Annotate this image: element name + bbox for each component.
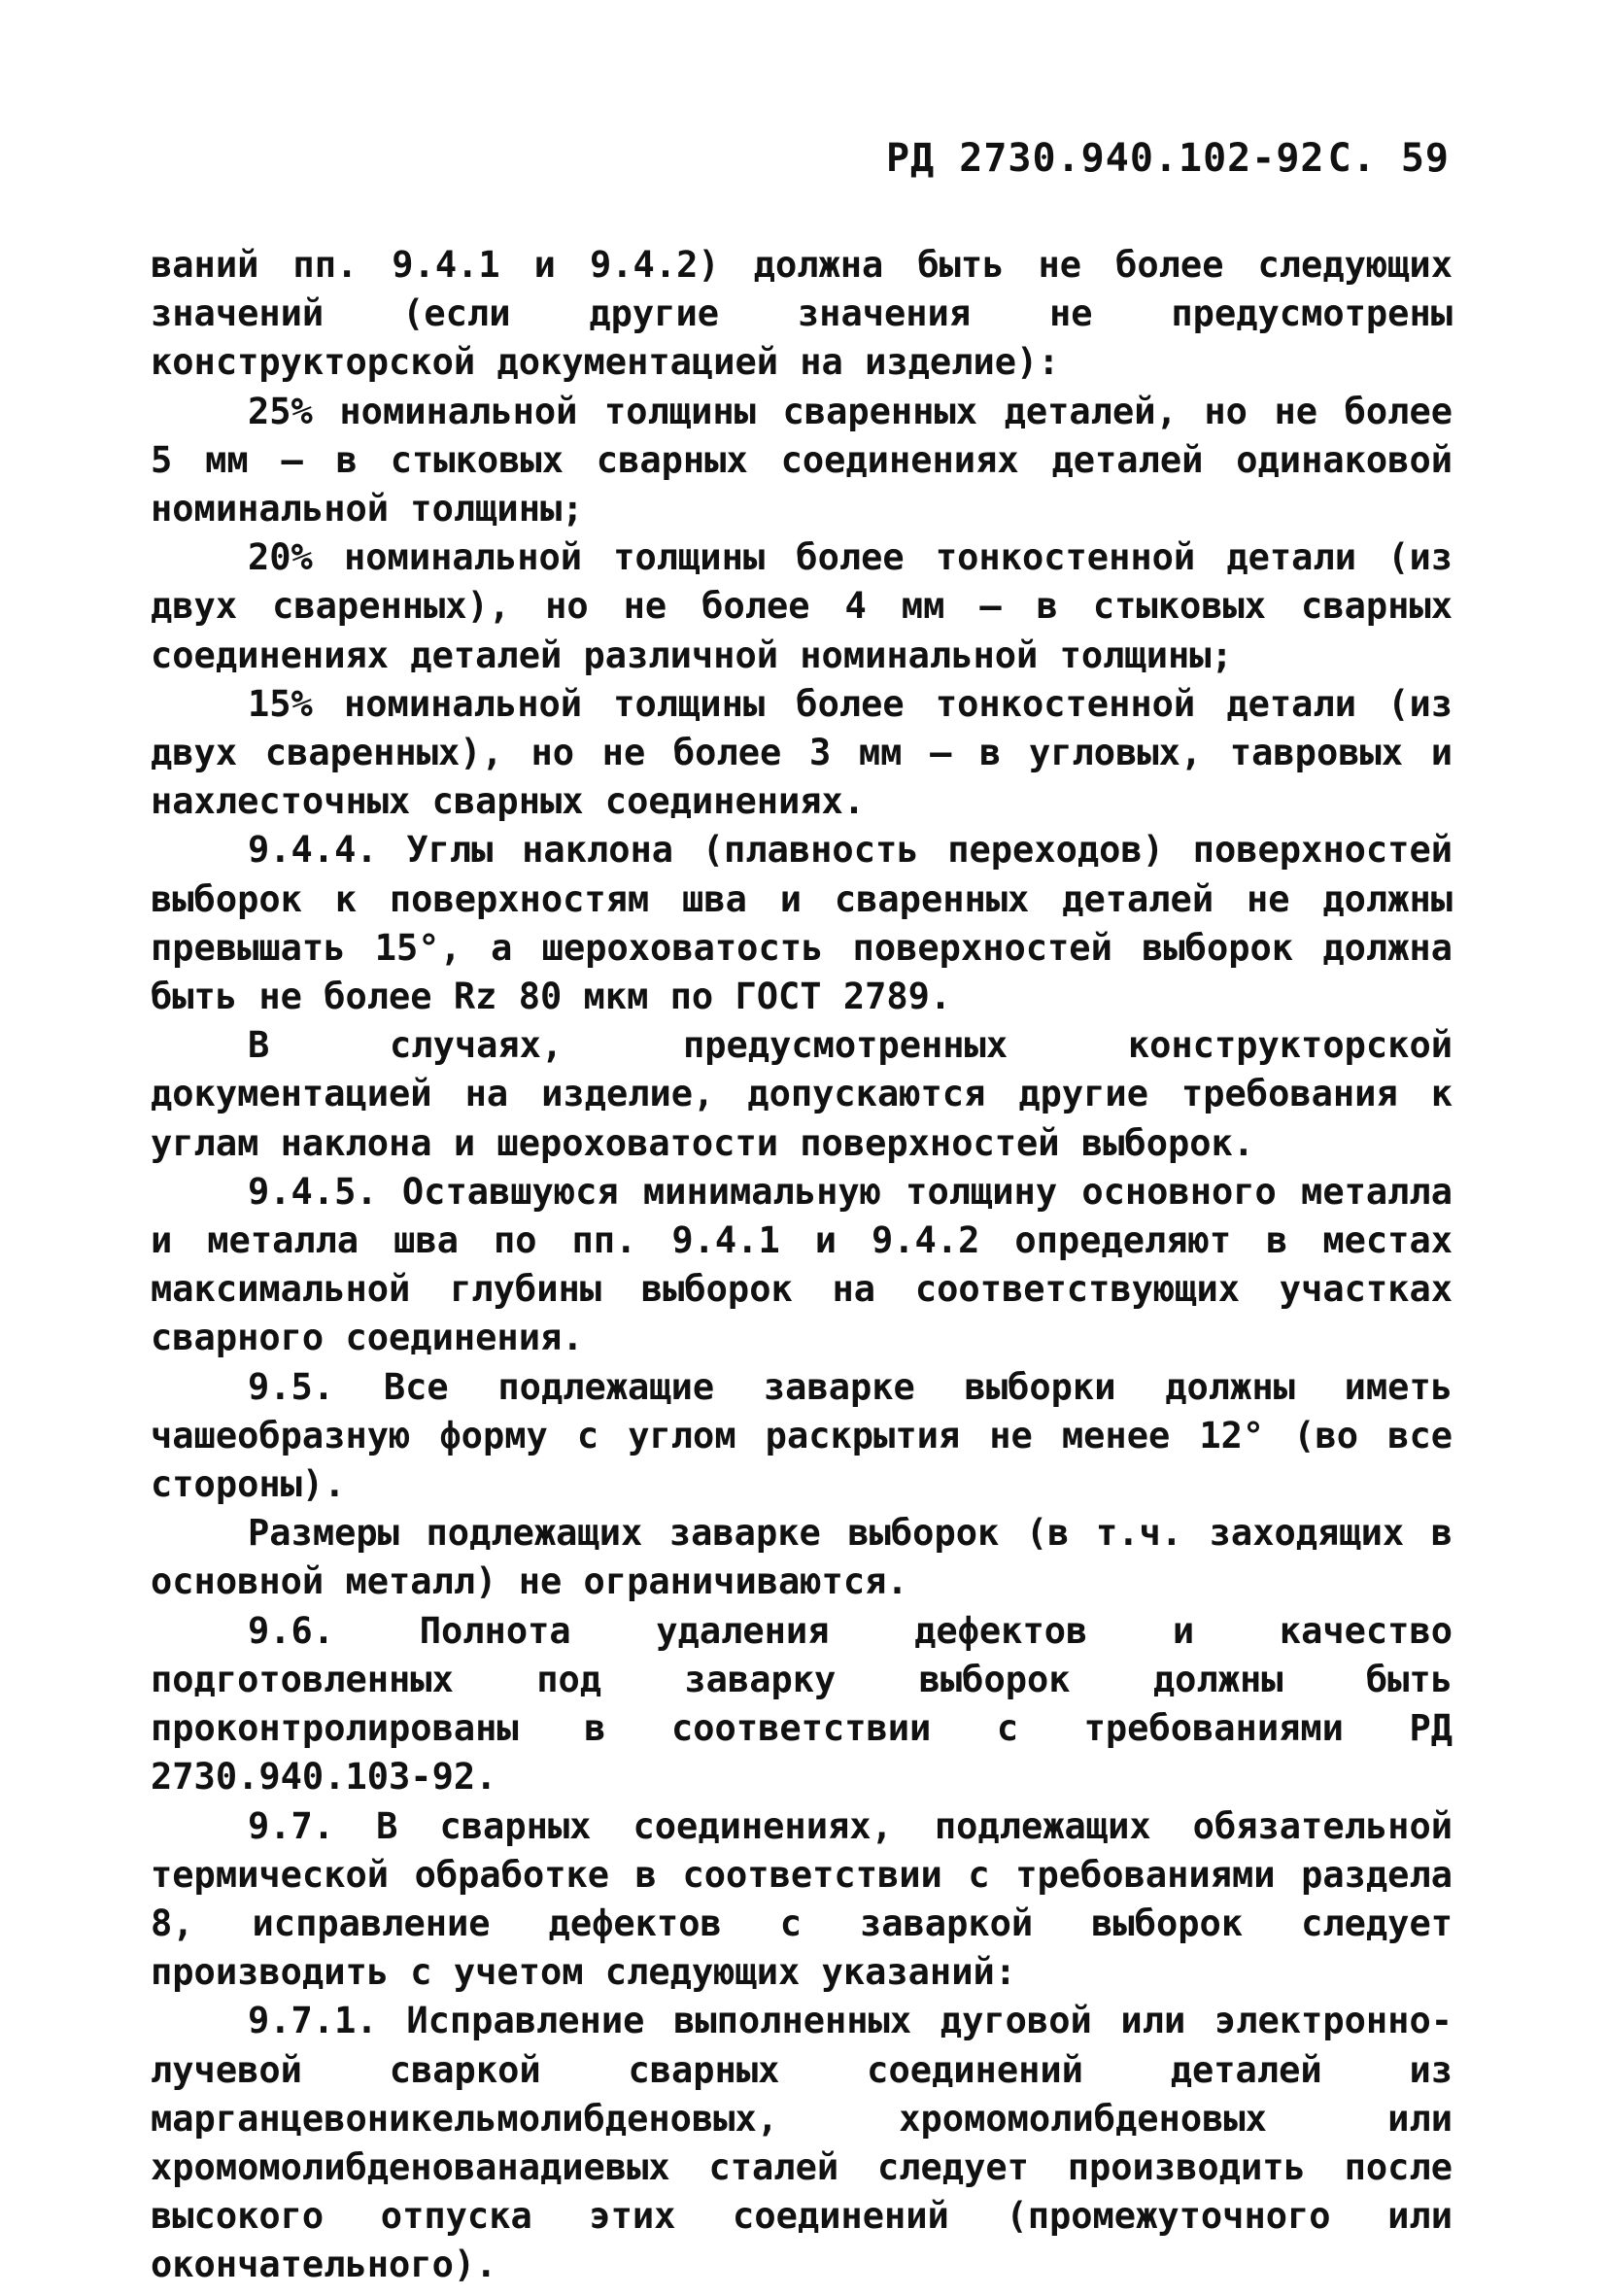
paragraph: 9.6. Полнота удаления дефектов и качество подготовленных под заварку выборок должны быть проконтролированы в соответствии с требованиями РД 2730.940.103-92. — [151, 1609, 1453, 1799]
paragraph: 9.7.1. Исправление выполненных дуговой или электронно-лучевой сваркой сварных соединений деталей из марганцевоникельмолибденовых, хромомолибденовых или хромомолибденованадиевых сталей следует производить после высокого отпуска этих соединений (промежуточного или окончательного). — [151, 2000, 1453, 2286]
paragraph: ваний пп. 9.4.1 и 9.4.2) должна быть не более следующих значений (если другие значения не предусмотрены конструкторской документацией на изделие): — [151, 244, 1453, 384]
paragraph: 9.4.4. Углы наклона (плавность переходов) поверхностей выборок к поверхностям шва и сваренных деталей не должны превышать 15°, а шероховатость поверхностей выборок должна быть не более Rz 80 мкм по ГОСТ 2789. — [151, 829, 1453, 1018]
paragraph: Размеры подлежащих заварке выборок (в т.ч. заходящих в основной металл) не ограничиваются. — [151, 1512, 1453, 1603]
paragraph: 25% номинальной толщины сваренных деталей, но не более 5 мм – в стыковых сварных соединениях деталей одинаковой номинальной толщины; — [151, 390, 1453, 531]
page-header — [886, 136, 1450, 194]
paragraph: 9.5. Все подлежащие заварке выборки должны иметь чашеобразную форму с углом раскрытия не менее 12° (во все стороны). — [151, 1365, 1453, 1506]
paragraph: 9.4.5. Оставшуюся минимальную толщину основного металла и металла шва по пп. 9.4.1 и 9.4.2 определяют в местах максимальной глубины выборок на соответствующих участках сварного соединения. — [151, 1170, 1453, 1359]
page-number: С. 59 — [1327, 136, 1450, 181]
paragraph: 9.7. В сварных соединениях, подлежащих обязательной термической обработке в соответствии с требованиями раздела 8, исправление дефектов с заваркой выборок следует производить с учетом следующих указаний: — [151, 1804, 1453, 1994]
body-text — [151, 241, 1453, 2290]
paragraph: 15% номинальной толщины более тонкостенной детали (из двух сваренных), но не более 3 мм – в угловых, тавровых и нахлесточных сварных соединениях. — [151, 682, 1453, 823]
document-number: РД 2730.940.102-92 — [886, 136, 1325, 181]
paragraph: 20% номинальной толщины более тонкостенной детали (из двух сваренных), но не более 4 мм – в стыковых сварных соединениях деталей различной номинальной толщины; — [151, 536, 1453, 676]
paragraph: В случаях, предусмотренных конструкторской документацией на изделие, допускаются другие требования к углам наклона и шероховатости поверхностей выборок. — [151, 1024, 1453, 1164]
